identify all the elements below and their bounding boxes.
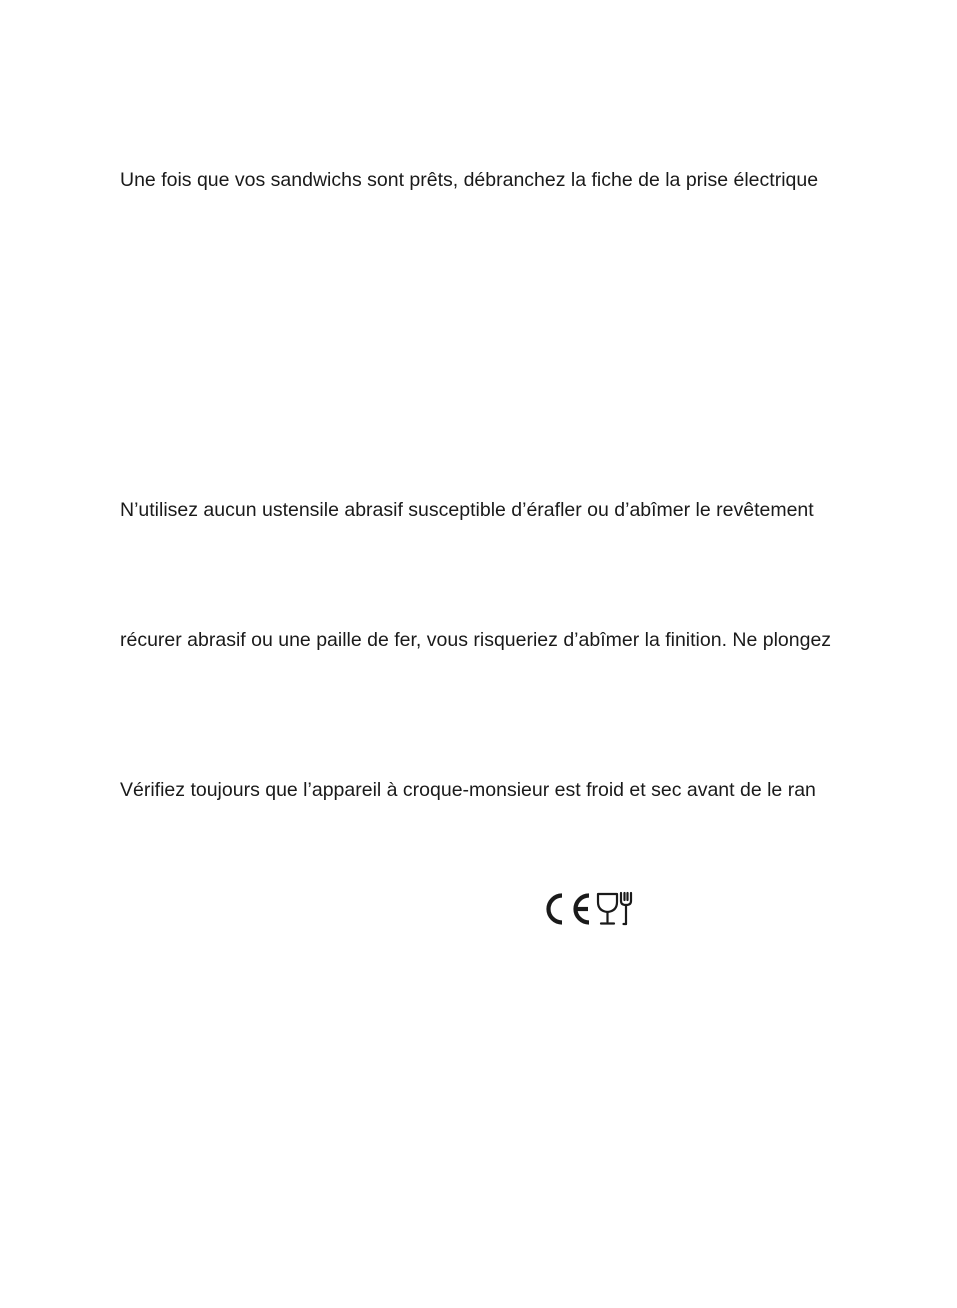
certification-marks-svg [543, 891, 635, 927]
instruction-unplug: Une fois que vos sandwichs sont prêts, débranchez la fiche de la prise électrique [120, 169, 819, 191]
instruction-check-cool-dry: Vérifiez toujours que l’appareil à croque-monsieur est froid et sec avant de le ran [120, 779, 816, 801]
food-safe-icon [598, 893, 631, 924]
instruction-no-abrasive-utensils: N’utilisez aucun ustensile abrasif susceptible d’érafler ou d’abîmer le revêtement [120, 499, 814, 521]
instruction-no-scouring: récurer abrasif ou une paille de fer, vous risqueriez d’abîmer la finition. Ne plongez [120, 629, 832, 651]
certification-marks [543, 891, 635, 927]
ce-mark-icon [548, 896, 589, 923]
